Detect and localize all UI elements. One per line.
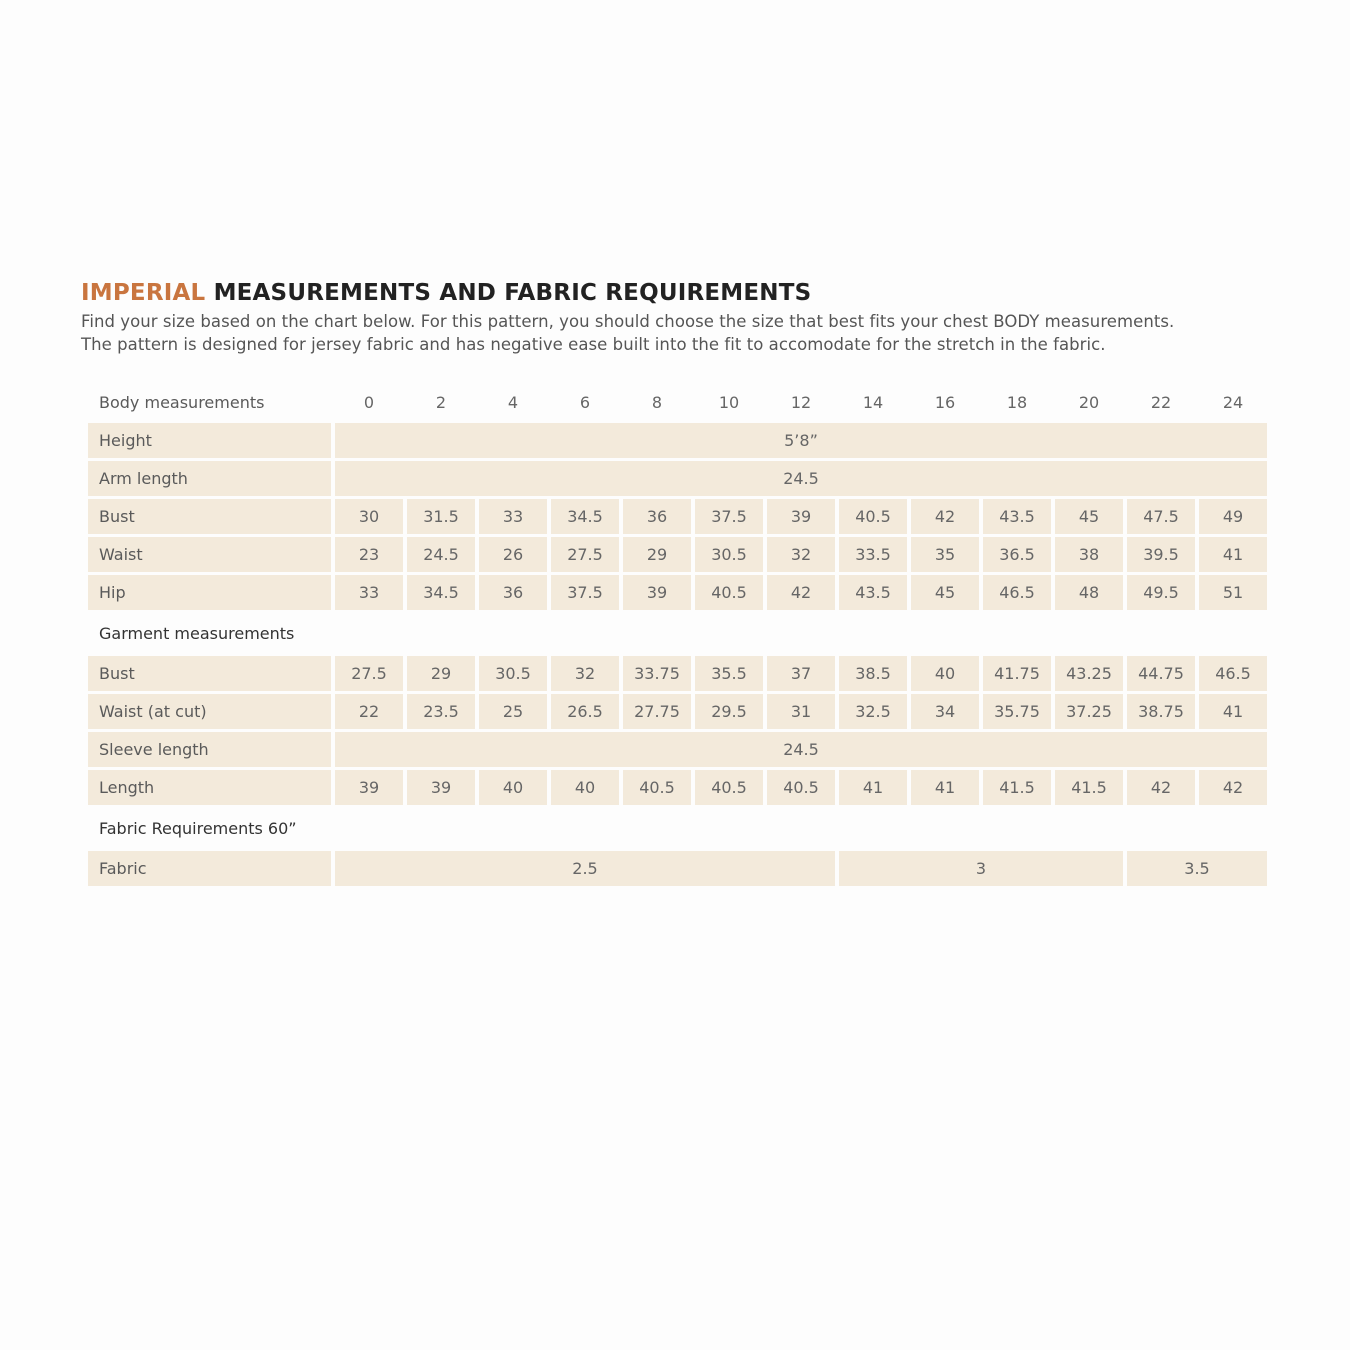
measurement-cell: 51 — [1199, 575, 1267, 610]
measurement-cell: 48 — [1055, 575, 1123, 610]
measurement-cell: 30.5 — [695, 537, 763, 572]
measurement-cell: 29 — [623, 537, 691, 572]
measurement-cell: 24.5 — [335, 461, 1267, 496]
measurement-cell: 49 — [1199, 499, 1267, 534]
size-label: 20 — [1078, 392, 1100, 412]
measurement-cell: 39 — [623, 575, 691, 610]
measurement-cell: 40.5 — [623, 770, 691, 805]
body-row-arm-length — [88, 461, 1267, 496]
measurement-cell: 33.75 — [623, 656, 691, 691]
measurement-cell: 45 — [1055, 499, 1123, 534]
measurement-cell: 40 — [551, 770, 619, 805]
measurement-cell: 41.5 — [983, 770, 1051, 805]
measurement-cell: 33 — [479, 499, 547, 534]
size-header-row — [88, 384, 1267, 420]
garment-row-length — [88, 770, 1267, 805]
measurement-cell: 41 — [911, 770, 979, 805]
intro-text — [81, 310, 1281, 356]
measurement-cell: 39.5 — [1127, 537, 1195, 572]
size-label: 12 — [790, 392, 812, 412]
fabric-header-row — [88, 808, 1267, 848]
measurement-cell: 41 — [839, 770, 907, 805]
measurement-cell: 40.5 — [767, 770, 835, 805]
measurement-cell: 40.5 — [695, 575, 763, 610]
measurement-cell: 26.5 — [551, 694, 619, 729]
measurement-cell: 38.75 — [1127, 694, 1195, 729]
measurement-cell: 43.25 — [1055, 656, 1123, 691]
garment-row-sleeve-length — [88, 732, 1267, 767]
measurement-cell: 40.5 — [839, 499, 907, 534]
measurement-cell: 47.5 — [1127, 499, 1195, 534]
measurement-cell: 37.5 — [551, 575, 619, 610]
size-label: 24 — [1222, 392, 1244, 412]
measurement-cell: 42 — [911, 499, 979, 534]
garment-row-waist — [88, 694, 1267, 729]
measurement-cell: 38 — [1055, 537, 1123, 572]
fabric-row — [88, 851, 1267, 886]
size-label: 14 — [862, 392, 884, 412]
measurement-cell: 36 — [479, 575, 547, 610]
garment-measurements-header: Garment measurements — [99, 623, 295, 643]
measurement-cell: 43.5 — [839, 575, 907, 610]
measurement-cell: 32.5 — [839, 694, 907, 729]
measurement-cell: 41 — [1199, 537, 1267, 572]
measurement-cell: 5’8” — [335, 423, 1267, 458]
measurement-cell: 37 — [767, 656, 835, 691]
size-chart-body — [88, 384, 1267, 886]
measurement-cell: 44.75 — [1127, 656, 1195, 691]
size-label: 2 — [435, 392, 447, 412]
measurement-cell: 32 — [551, 656, 619, 691]
measurement-cell: 34 — [911, 694, 979, 729]
measurement-cell: 37.25 — [1055, 694, 1123, 729]
measurement-cell: 34.5 — [407, 575, 475, 610]
measurement-cell: 43.5 — [983, 499, 1051, 534]
garment-label: Bust — [88, 656, 331, 691]
measurement-cell: 29 — [407, 656, 475, 691]
fabric-amount-cell: 3 — [839, 851, 1123, 886]
page-title — [81, 280, 811, 306]
size-label: 16 — [934, 392, 956, 412]
body-row-bust — [88, 499, 1267, 534]
garment-label: Length — [88, 770, 331, 805]
measurement-cell: 31 — [767, 694, 835, 729]
size-chart-table — [84, 381, 1271, 889]
title-rest: MEASUREMENTS AND FABRIC REQUIREMENTS — [213, 280, 812, 306]
measurement-cell: 46.5 — [1199, 656, 1267, 691]
measurement-cell: 34.5 — [551, 499, 619, 534]
measurement-cell: 33.5 — [839, 537, 907, 572]
measurement-cell: 41 — [1199, 694, 1267, 729]
measurement-cell: 39 — [335, 770, 403, 805]
measurement-cell: 25 — [479, 694, 547, 729]
fabric-label: Fabric — [88, 851, 331, 886]
garment-label: Waist (at cut) — [88, 694, 331, 729]
size-label: 10 — [718, 392, 740, 412]
measurement-cell: 40 — [911, 656, 979, 691]
body-label: Height — [88, 423, 331, 458]
size-label: 8 — [651, 392, 663, 412]
title-accent: IMPERIAL — [81, 280, 206, 306]
size-label: 22 — [1150, 392, 1172, 412]
garment-label: Sleeve length — [88, 732, 331, 767]
measurement-cell: 37.5 — [695, 499, 763, 534]
garment-header-row — [88, 613, 1267, 653]
measurement-cell: 41.75 — [983, 656, 1051, 691]
fabric-amount-cell: 3.5 — [1127, 851, 1267, 886]
body-label: Hip — [88, 575, 331, 610]
measurement-cell: 30 — [335, 499, 403, 534]
measurement-cell: 46.5 — [983, 575, 1051, 610]
measurement-cell: 41.5 — [1055, 770, 1123, 805]
measurement-cell: 22 — [335, 694, 403, 729]
fabric-requirements-header: Fabric Requirements 60” — [99, 818, 297, 838]
body-measurements-header: Body measurements — [99, 392, 265, 412]
measurement-cell: 42 — [767, 575, 835, 610]
measurement-cell: 49.5 — [1127, 575, 1195, 610]
measurement-cell: 42 — [1127, 770, 1195, 805]
measurement-cell: 42 — [1199, 770, 1267, 805]
measurement-cell: 23 — [335, 537, 403, 572]
fabric-amount-cell: 2.5 — [335, 851, 835, 886]
body-row-waist — [88, 537, 1267, 572]
size-label: 4 — [507, 392, 519, 412]
size-label: 0 — [363, 392, 375, 412]
measurement-cell: 40.5 — [695, 770, 763, 805]
measurement-cell: 39 — [767, 499, 835, 534]
measurement-cell: 30.5 — [479, 656, 547, 691]
measurement-cell: 26 — [479, 537, 547, 572]
measurement-cell: 45 — [911, 575, 979, 610]
measurement-cell: 31.5 — [407, 499, 475, 534]
measurement-cell: 36.5 — [983, 537, 1051, 572]
intro-line-2: The pattern is designed for jersey fabric and has negative ease built into the fit to accomodate for the stretch in the fabric. — [81, 335, 1106, 354]
measurement-cell: 39 — [407, 770, 475, 805]
measurement-cell: 32 — [767, 537, 835, 572]
measurement-cell: 35 — [911, 537, 979, 572]
measurement-cell: 35.5 — [695, 656, 763, 691]
body-row-height — [88, 423, 1267, 458]
size-label: 18 — [1006, 392, 1028, 412]
size-label: 6 — [579, 392, 591, 412]
measurement-cell: 27.5 — [551, 537, 619, 572]
measurement-cell: 27.5 — [335, 656, 403, 691]
measurement-cell: 24.5 — [407, 537, 475, 572]
garment-row-bust — [88, 656, 1267, 691]
measurement-cell: 38.5 — [839, 656, 907, 691]
measurement-cell: 40 — [479, 770, 547, 805]
body-label: Bust — [88, 499, 331, 534]
measurement-cell: 24.5 — [335, 732, 1267, 767]
measurement-cell: 29.5 — [695, 694, 763, 729]
intro-line-1: Find your size based on the chart below. For this pattern, you should choose the size that best fits your chest BODY measurements. — [81, 312, 1175, 331]
measurement-cell: 35.75 — [983, 694, 1051, 729]
body-label: Waist — [88, 537, 331, 572]
measurement-cell: 23.5 — [407, 694, 475, 729]
body-label: Arm length — [88, 461, 331, 496]
measurement-cell: 33 — [335, 575, 403, 610]
measurement-cell: 27.75 — [623, 694, 691, 729]
measurement-cell: 36 — [623, 499, 691, 534]
body-row-hip — [88, 575, 1267, 610]
